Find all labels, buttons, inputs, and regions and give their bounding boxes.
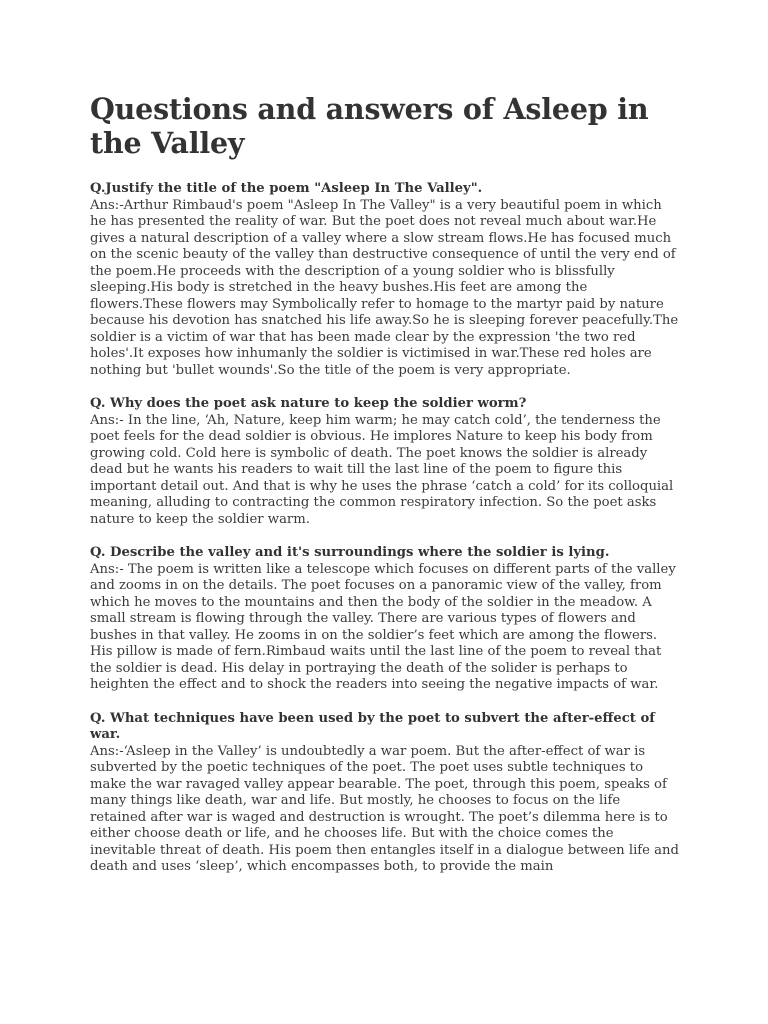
answer-2: Ans:- In the line, ‘Ah, Nature, keep him warm; he may catch cold’, the tenderness the poet feels for the dead soldier is obvious. He implores Nature to keep his body from growing cold. Cold here is symbolic of death. The poet knows the soldier is already dead but he wants his readers to wait till the last line of the poem to figure this important detail out. And that is why he uses the phrase ‘catch a cold’ for its colloquial meaning, alluding to contracting the common respiratory infection. So the poet asks nature to keep the soldier warm. <box>90 412 674 527</box>
question-2: Q. Why does the poet ask nature to keep the soldier worm? <box>90 396 527 411</box>
question-3: Q. Describe the valley and it's surroundings where the soldier is lying. <box>90 545 610 560</box>
answer-4: Ans:-‘Asleep in the Valley’ is undoubtedly a war poem. But the after-effect of war is subverted by the poetic techniques of the poet. The poet uses subtle techniques to make the war ravaged valley appear bearable. The poet, through this poem, speaks of many things like death, war and life. But mostly, he chooses to focus on the life retained after war is waged and destruction is wrought. The poet’s dilemma here is to either choose death or life, and he chooses life. But with the choice comes the inevitable threat of death. His poem then entangles itself in a dialogue between life and death and uses ‘sleep’, which encompasses both, to provide the main <box>90 743 679 874</box>
qa-block-3 <box>90 545 680 694</box>
question-1: Q.Justify the title of the poem "Asleep In The Valley". <box>90 181 483 196</box>
qa-block-4 <box>90 711 680 876</box>
answer-1: Ans:-Arthur Rimbaud's poem "Asleep In The Valley" is a very beautiful poem in which he has presented the reality of war. But the poet does not reveal much about war.He gives a natural description of a valley where a slow stream flows.He has focused much on the scenic beauty of the valley than destructive consequence of until the very end of the poem.He proceeds with the description of a young soldier who is blissfully sleeping.His body is stretched in the heavy bushes.His feet are among the flowers.These flowers may Symbolically refer to homage to the martyr paid by nature because his devotion has snatched his life away.So he is sleeping forever peacefully.The soldier is a victim of war that has been made clear by the expression 'the two red holes'.It exposes how inhumanly the soldier is victimised in war.These red holes are nothing but 'bullet wounds'.So the title of the poem is very appropriate. <box>90 197 679 378</box>
document-title: Questions and answers of Asleep in the Valley <box>90 92 649 160</box>
question-4: Q. What techniques have been used by the poet to subvert the after-effect of war. <box>90 710 655 742</box>
answer-3: Ans:- The poem is written like a telescope which focuses on different parts of the valley and zooms in on the details. The poet focuses on a panoramic view of the valley, from which he moves to the mountains and then the body of the soldier in the meadow. A small stream is flowing through the valley. There are various types of flowers and bushes in that valley. He zooms in on the soldier’s feet which are among the flowers. His pillow is made of fern.Rimbaud waits until the last line of the poem to reveal that the soldier is dead. His delay in portraying the death of the solider is perhaps to heighten the effect and to shock the readers into seeing the negative impacts of war. <box>90 561 676 692</box>
document-page <box>90 92 680 893</box>
qa-block-2 <box>90 396 680 528</box>
qa-block-1 <box>90 181 680 379</box>
